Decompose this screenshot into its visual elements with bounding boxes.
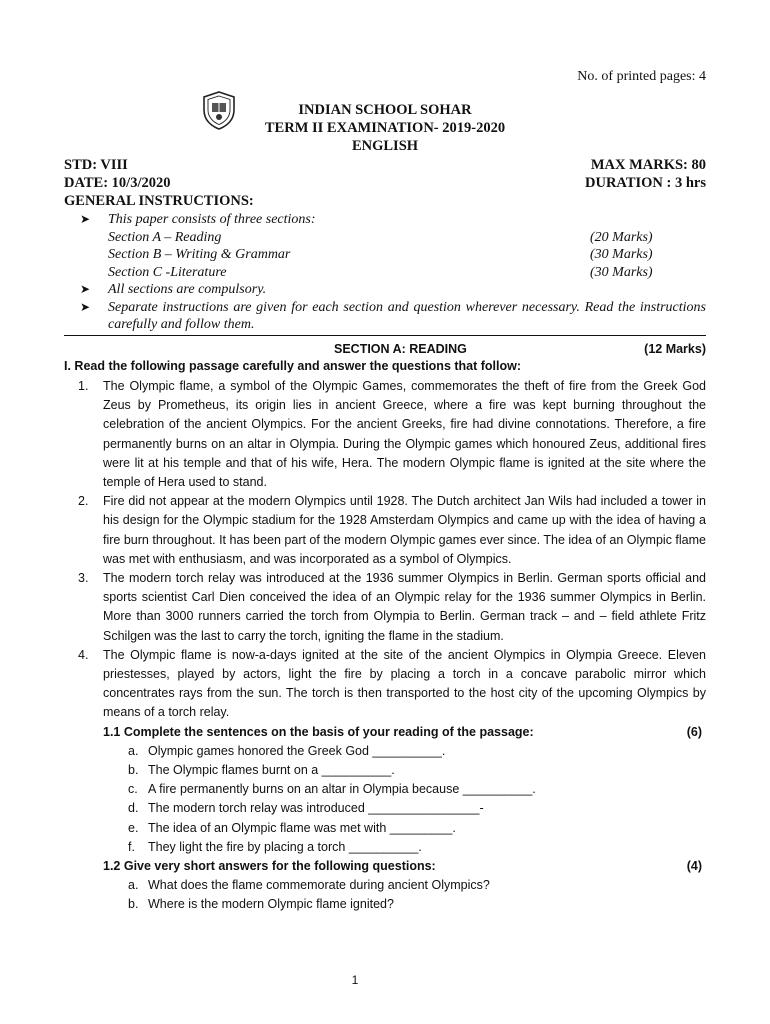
fill-blank-item xyxy=(78,742,706,761)
fill-blank-item xyxy=(78,761,706,780)
exam-meta xyxy=(64,156,706,192)
paragraph-text: Fire did not appear at the modern Olympics until 1928. The Dutch architect Jan Wils had included a tower in his design for the Olympic stadium for the 1928 Amsterdam Olympics and came up with the idea of having a fire burn throughout. It has been part of the modern Olympic games ever since. The idea of an Olympic flame was met with enthusiasm, and was incorporated as a symbol of Olympics. xyxy=(103,494,706,566)
subject-title: ENGLISH xyxy=(351,138,419,154)
arrow-bullet-icon: ➤ xyxy=(80,282,91,296)
item-text: Olympic games honored the Greek God __________. xyxy=(148,743,446,758)
passage-paragraph xyxy=(78,377,706,492)
reading-passage xyxy=(78,377,706,915)
date-label: DATE: 10/3/2020 xyxy=(64,175,171,191)
question-1-2-heading xyxy=(78,857,706,876)
passage-paragraph xyxy=(78,569,706,646)
instruction-item xyxy=(80,281,706,299)
instruction-item xyxy=(80,299,706,334)
passage-paragraph xyxy=(78,492,706,569)
item-letter: f. xyxy=(128,839,135,854)
passage-paragraph xyxy=(78,646,706,723)
section-marks: (30 Marks) xyxy=(590,264,653,280)
item-letter: e. xyxy=(128,820,139,835)
school-name: INDIAN SCHOOL SOHAR xyxy=(298,102,472,118)
short-answer-item xyxy=(78,876,706,895)
section-label: Section C -Literature xyxy=(108,264,227,280)
arrow-bullet-icon: ➤ xyxy=(80,299,91,314)
instruction-item xyxy=(80,211,706,281)
fill-blank-item xyxy=(78,819,706,838)
paragraph-number: 1. xyxy=(78,379,89,393)
item-letter: b. xyxy=(128,763,139,778)
section-a-marks: (12 Marks) xyxy=(644,342,706,356)
arrow-bullet-icon: ➤ xyxy=(80,212,91,226)
item-text: The idea of an Olympic flame was met with _________. xyxy=(148,820,456,835)
paragraph-text: The Olympic flame is now-a-days ignited at the site of the ancient Olympics in Olympia Greece. Eleven priestesses, played by actors, light the fire by placing a torch in a concave parabolic mirror which concentrates rays from the sun. The torch is then transported to the host city of the upcoming Olympics by means of a torch relay. xyxy=(103,647,706,720)
divider-line xyxy=(64,335,706,336)
general-instructions-heading: GENERAL INSTRUCTIONS: xyxy=(64,193,254,209)
item-text: A fire permanently burns on an altar in Olympia because __________. xyxy=(148,782,536,797)
section-a-title: SECTION A: READING xyxy=(334,342,467,356)
fill-blank-item xyxy=(78,799,706,818)
paragraph-number: 4. xyxy=(78,647,89,662)
paragraph-number: 3. xyxy=(78,571,89,586)
item-text: They light the fire by placing a torch __________. xyxy=(148,839,422,854)
general-instructions-list xyxy=(80,211,706,334)
question-1-instruction: I. Read the following passage carefully and answer the questions that follow: xyxy=(64,359,522,373)
instruction-intro: This paper consists of three sections: xyxy=(108,212,316,227)
std-label: STD: VIII xyxy=(64,157,128,173)
page-number: 1 xyxy=(351,973,359,987)
item-letter: a. xyxy=(128,743,139,758)
section-label: Section A – Reading xyxy=(108,229,222,245)
item-letter: a. xyxy=(128,878,139,893)
fill-blank-item xyxy=(78,780,706,799)
fill-blank-item xyxy=(78,838,706,857)
printed-pages-note: No. of printed pages: 4 xyxy=(577,69,706,84)
section-marks: (20 Marks) xyxy=(590,229,653,245)
question-1-1-heading xyxy=(78,723,706,742)
question-1-1-marks: (6) xyxy=(686,724,702,739)
section-line xyxy=(108,264,660,282)
exam-title: TERM II EXAMINATION- 2019-2020 xyxy=(264,120,506,136)
question-1-2-marks: (4) xyxy=(686,859,702,874)
max-marks-label: MAX MARKS: 80 xyxy=(590,157,706,173)
paragraph-number: 2. xyxy=(78,494,89,509)
item-letter: b. xyxy=(128,897,139,912)
item-text: The modern torch relay was introduced ________________- xyxy=(148,801,484,816)
item-letter: c. xyxy=(128,782,138,797)
item-text: Where is the modern Olympic flame ignited? xyxy=(148,897,394,912)
paragraph-text: The modern torch relay was introduced at the 1936 summer Olympics in Berlin. German sports official and sports scientist Carl Dien conceived the idea of an Olympic relay for the 1936 summer Olympics in Berlin. More than 3000 runners carried the torch from Olympia to Berlin. German track – and – field athlete Fritz Schilgen was the last to carry the torch, igniting the flame in the stadium. xyxy=(103,571,706,643)
item-text: The Olympic flames burnt on a __________. xyxy=(148,763,395,778)
instruction-text: Separate instructions are given for each section and question wherever necessary. Read the instructions carefully and follow them. xyxy=(108,299,706,332)
section-line xyxy=(108,246,660,264)
instruction-text: All sections are compulsory. xyxy=(108,282,267,297)
short-answer-item xyxy=(78,895,706,914)
duration-label: DURATION : 3 hrs xyxy=(585,175,706,191)
question-1-1-text: 1.1 Complete the sentences on the basis of your reading of the passage: xyxy=(103,724,534,739)
exam-header xyxy=(0,101,770,155)
section-label: Section B – Writing & Grammar xyxy=(108,247,291,262)
section-line xyxy=(108,229,660,247)
question-1-2-text: 1.2 Give very short answers for the following questions: xyxy=(103,859,436,874)
paragraph-text: The Olympic flame, a symbol of the Olympic Games, commemorates the theft of fire from the Greek God Zeus by Prometheus, its origin lies in ancient Greece, where a fire was kept burning throughout the celebration of the ancient Olympics. For the ancient Greeks, fire had divine connotations. Therefore, a fire permanently burns on an altar in Olympia. During the Olympic games which honoured Zeus, additional fires were lit at his temple and that of his wife, Hera. The modern Olympic flame is ignited at the site where the temple of Hera used to stand. xyxy=(103,379,706,490)
item-text: What does the flame commemorate during ancient Olympics? xyxy=(148,878,490,893)
section-marks: (30 Marks) xyxy=(590,247,653,262)
item-letter: d. xyxy=(128,801,139,816)
